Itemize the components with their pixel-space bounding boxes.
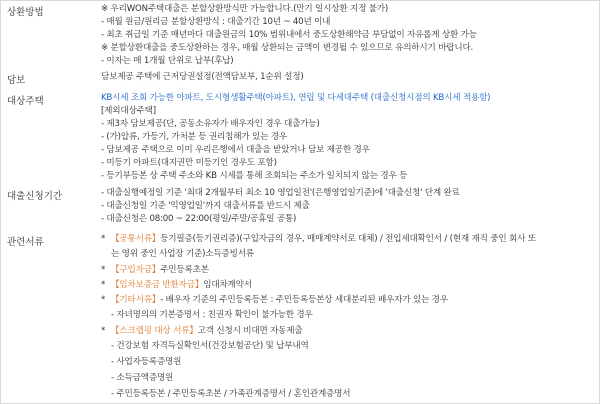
bullet-star: * xyxy=(101,295,106,305)
document-tag: 【스크랩핑 대상 서류】 xyxy=(111,326,198,336)
collateral-text: 담보제공 주택에 근저당권설정(전액담보부, 1순위 설정) xyxy=(101,72,304,82)
excluded-item: - 미등기 아파트(대지권만 미등기인 경우도 포함) xyxy=(101,158,277,168)
excluded-item: - 제3자 담보제공(단, 공동소유자가 배우자인 경우 대출가능) xyxy=(101,119,320,129)
bullet-star: * xyxy=(101,326,106,336)
document-text: 주민등록초본 xyxy=(160,265,209,275)
application-period-label: 대출신청기간 xyxy=(7,191,63,202)
bullet-star: * xyxy=(101,280,106,290)
documents-row xyxy=(1,231,599,403)
document-text: 고객 신청시 비대면 자동제출 xyxy=(197,326,303,336)
document-sub: - 사업자등록증명원 xyxy=(111,357,182,367)
bullet-star: * xyxy=(101,234,106,244)
target-house-label: 대상주택 xyxy=(7,96,44,107)
documents-content xyxy=(101,232,595,403)
document-tag: 【공통서류】 xyxy=(111,234,161,244)
document-item xyxy=(101,293,595,308)
document-sub: - 소득금액증명원 xyxy=(111,373,174,383)
excluded-item: - (가)압류, 가등기, 가처분 등 권리침해가 있는 경우 xyxy=(101,132,287,142)
repayment-line: - 이자는 매 1개월 단위로 납부(후납) xyxy=(101,56,234,66)
document-text: 등기필증(등기권리증)(구입자금의 경우, 매매계약서로 대체) / 전입세대확인서 / (현재 재직 중인 회사 또 xyxy=(160,234,536,244)
document-text: - 배우자 기준의 주민등록등본 : 주민등록등본상 세대분리된 배우자가 있는 경우 xyxy=(160,295,448,305)
documents-label: 관련서류 xyxy=(7,237,44,248)
kb-price-notice: KB시세 조회 가능한 아파트, 도시형생활주택(아파트), 연립 및 다세대주택 (대출신청시점의 KB시세 적용함) xyxy=(101,93,491,103)
application-line: - 대출신청은 08:00 ~ 22:00(평일/주말/공휴일 공통) xyxy=(101,214,297,224)
repayment-line: - 매월 원금/원리금 분할상환방식 : 대출기간 10년 ~ 40년 이내 xyxy=(101,17,331,27)
document-item xyxy=(101,278,595,293)
application-line: - 대출실행예정일 기준 '최대 2개월부터 최소 10 영업일전'(은행영업일기준)에 '대출신청' 단계 완료 xyxy=(101,188,460,198)
application-line: - 대출신청일 기준 '익영업일'까지 대출서류를 반드시 제출 xyxy=(101,201,310,211)
collateral-row xyxy=(1,71,599,85)
application-period-row xyxy=(1,187,599,227)
document-continuation: 는 영위 중인 사업장 기준)소득증빙서류 xyxy=(111,249,254,259)
document-sub: - 건강보험 자격득실확인서(건강보험공단) 및 납부내역 xyxy=(111,341,309,351)
collateral-label: 담보 xyxy=(7,75,26,86)
repayment-line: ※ 분할상환대출을 중도상환하는 경우, 매월 상환되는 금액이 변경될 수 있으므로 유의하시기 바랍니다. xyxy=(101,43,474,53)
excluded-item: - 등기부등본 상 주택 주소와 KB 시세를 통해 조회되는 주소가 일치되지 않는 경우 등 xyxy=(101,171,408,181)
repayment-line: - 최초 취급일 기준 매년마다 대출원금의 10% 범위내에서 중도상환해약금 부담없이 자유롭게 상환 가능 xyxy=(101,30,477,40)
repayment-line: ※ 우리WON주택대출은 분할상환방식만 가능합니다.(만기 일시상환 지정 불가) xyxy=(101,4,389,14)
bullet-star: * xyxy=(101,265,106,275)
repayment-label: 상환방법 xyxy=(7,7,44,18)
repayment-content xyxy=(101,3,595,68)
excluded-title: [제외대상주택] xyxy=(101,106,156,116)
document-tag: 【임차보증금 반환자금】 xyxy=(111,280,204,290)
document-tag: 【기타서류】 xyxy=(111,295,161,305)
target-house-row xyxy=(1,92,599,180)
document-item xyxy=(101,263,595,278)
document-sub: - 자녀명의의 기본증명서 : 친권자 확인이 불가능한 경우 xyxy=(111,310,313,320)
repayment-row xyxy=(1,3,599,65)
document-tag: 【구입자금】 xyxy=(111,265,161,275)
document-item xyxy=(101,324,595,339)
document-text: 임대차계약서 xyxy=(203,280,252,290)
document-sub: - 주민등록등본 / 주민등록초본 / 가족관계증명서 / 혼인관계증명서 xyxy=(111,389,351,399)
document-item xyxy=(101,232,595,247)
excluded-item: - 담보제공 주택으로 이미 우리은행에서 대출을 받았거나 담보 제공한 경우 xyxy=(101,145,370,155)
